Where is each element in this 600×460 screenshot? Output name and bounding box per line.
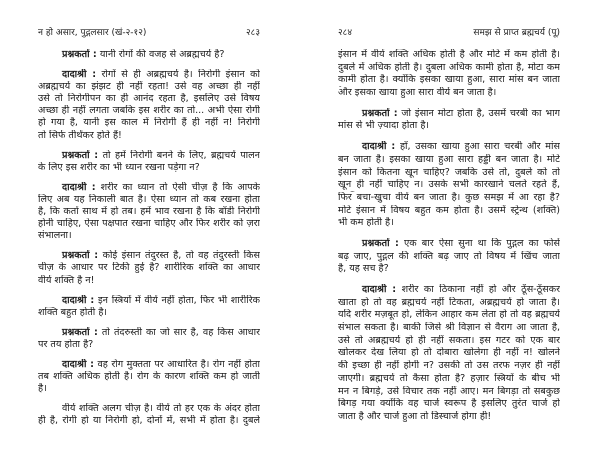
paragraph — [338, 238, 560, 276]
text-line — [338, 360, 560, 373]
text-line — [338, 373, 560, 386]
text-line — [38, 371, 260, 383]
line-text: होनी चाहिए, ऐसा पक्षपात रखना चाहिए और फिर शरीर को ज़रा — [38, 218, 260, 230]
line-text: शक्ति बहुत होती है। — [38, 306, 108, 318]
line-text: संभाल सकता है। बाकी जिसे श्री विज्ञान से वैराग आ जाता है, — [338, 322, 560, 334]
speaker-label: प्रश्नकर्ता : — [362, 107, 398, 119]
paragraph — [38, 403, 260, 427]
line-text: वह रोग मुक्तता पर आधारित है। रोग नहीं होता — [97, 358, 260, 370]
text-line — [38, 105, 260, 117]
text-line — [38, 339, 260, 351]
line-text: ही है, रोगी हो या निरोगी हो, दोनों में, सभी में होता है। दुबले — [38, 415, 260, 427]
text-line — [338, 108, 560, 121]
line-text: मन न बिगड़े, उसे विचार तक नहीं आए। मन बिगड़ा तो सबकुछ — [338, 385, 560, 397]
text-line — [338, 251, 560, 264]
line-text: फिर बचा-खुचा वीर्य बन जाता है। कुछ समझ में आ रहा है? — [338, 191, 560, 203]
line-text: मोटे इंसान में विषय बहुत कम होता है। उसमें स्ट्रेन्थ (शक्ति) — [338, 204, 560, 216]
line-text: संभालना। — [38, 230, 72, 242]
line-text: भी कम होती है। — [338, 217, 394, 229]
text-line — [338, 154, 560, 167]
text-line — [338, 335, 560, 348]
line-text: मांस से भी ज़्यादा होता है। — [338, 120, 430, 132]
text-line — [338, 179, 560, 192]
paragraph — [38, 69, 260, 142]
line-text: जो इंसान मोटा होता है, उसमें चरबी का भाग — [401, 107, 560, 119]
page-header — [38, 27, 260, 40]
text-line — [338, 49, 560, 62]
text-line — [338, 62, 560, 75]
text-line — [338, 297, 560, 310]
text-line — [38, 194, 260, 206]
speaker-label: दादाश्री : — [62, 181, 96, 193]
text-line — [38, 150, 260, 162]
text-line — [38, 218, 260, 230]
speaker-label: प्रश्नकर्ता : — [62, 250, 99, 262]
line-text: शरीर का ठिकाना नहीं हो और ठूँस-ठूँसकर — [401, 284, 560, 295]
line-text: इन स्त्रियों में वीर्य नहीं होता, फिर भी शारीरिक — [97, 294, 260, 306]
text-line — [38, 307, 260, 319]
line-text: जाएगी। ब्रह्मचर्य तो कैसा होता है? हज़ार स्त्रियों के बीच भी — [338, 372, 560, 384]
paragraph — [338, 108, 560, 133]
line-text: अच्छा ही नहीं लगता जबकि इस शरीर का तो... अभी ऐसा रोगी — [38, 105, 260, 117]
line-text: के लिए इस शरीर का भी ध्यान रखना पड़ेगा न? — [38, 161, 200, 173]
page-body — [338, 49, 560, 432]
line-text: उसे तो अब्रह्मचर्य हो ही नहीं सकता। इस गटर को एक बार — [338, 334, 560, 346]
page-header — [338, 27, 560, 40]
speaker-label: दादाश्री : — [362, 141, 396, 153]
line-text: रोगों से ही अब्रह्मचर्य है। निरोगी इंसान को — [101, 69, 260, 81]
text-line — [338, 322, 560, 335]
line-text: इंसान को कितना खून चाहिए? जबकि उसे तो, दुबले को तो — [338, 166, 560, 178]
paragraph — [38, 150, 260, 174]
page-number: २८३ — [245, 28, 260, 38]
line-text: एक बार ऐसा सुना था कि पुद्गल का फोर्स — [403, 237, 560, 249]
line-text: लिए अब यह निकाली बात है। ऐसा ध्यान तो कब रखना होता — [38, 193, 260, 205]
text-line — [38, 415, 260, 427]
text-line — [338, 205, 560, 218]
paragraph — [38, 359, 260, 395]
text-line — [38, 49, 260, 61]
speaker-label: दादाश्री : — [62, 294, 95, 306]
line-text: हाँ, उसका खाया हुआ सारा चरबी और मांस — [399, 141, 560, 153]
line-text: कामी होता है। क्योंकि इसका खाया हुआ, सारा मांस बन जाता — [338, 74, 560, 86]
text-line — [38, 81, 260, 93]
line-text: है, कि कर्ता साथ में हो तब। हमें भाव रखना है कि बॉडी निरोगी — [38, 206, 260, 218]
text-line — [38, 359, 260, 371]
text-line — [338, 74, 560, 87]
line-text: खून ही नहीं चाहिए न। उसके सभी कारखाने चलते रहते हैं, — [338, 179, 560, 191]
text-line — [338, 238, 560, 251]
text-line — [338, 347, 560, 360]
line-text: पर तय होता है? — [38, 338, 94, 350]
speaker-label: प्रश्नकर्ता : — [62, 49, 97, 60]
paragraph — [38, 327, 260, 351]
text-line — [38, 403, 260, 415]
text-line — [38, 162, 260, 174]
paragraph — [38, 295, 260, 319]
text-line — [338, 192, 560, 205]
text-line — [38, 383, 260, 395]
line-text: तो सिर्फ तीर्थंकर होते हैं! — [38, 129, 122, 141]
line-text: हो गया है, यानी इस काल में निरोगी हैं ही नहीं न! निरोगी — [38, 117, 260, 129]
line-text: चीज़ के आधार पर टिकी हुई है? शारीरिक शक्ति का आधार — [38, 262, 260, 274]
line-text: यदि शरीर मज़बूत हो, लेकिन आहार कम लेता हो तो वह ब्रह्मचर्य — [338, 309, 560, 321]
paragraph — [338, 49, 560, 100]
text-line — [338, 263, 560, 276]
text-line — [338, 87, 560, 100]
speaker-label: प्रश्नकर्ता : — [62, 149, 99, 161]
text-line — [38, 230, 260, 242]
speaker-label: दादाश्री : — [362, 284, 397, 295]
line-text: तो तंदरुस्ती का जो सार है, वह किस आधार — [101, 326, 260, 338]
running-title: समझ से प्राप्त ब्रह्मचर्य (पू) — [473, 28, 560, 38]
text-line — [338, 398, 560, 411]
text-line — [338, 120, 560, 133]
line-text: खाता हो तो वह ब्रह्मचर्य नहीं टिकता, अब्रह्मचर्य हो जाता है। — [338, 296, 560, 308]
line-text: बढ़ जाए, पुद्गल की शक्ति बढ़ जाए तो विषय में खिंच जाता — [338, 250, 560, 262]
line-text: की इच्छा ही नहीं होगी न? उसकी तो उस तरफ नज़र ही नहीं — [338, 360, 560, 372]
text-line — [338, 386, 560, 399]
text-line — [338, 309, 560, 322]
speaker-label: दादाश्री : — [62, 69, 97, 81]
line-text: कोई इंसान तंदुरस्त है, तो वह तंदुरस्ती किस — [102, 250, 260, 262]
line-text: बिगड़ गया क्योंकि वह चार्ज स्वरूप है इसलिए तुरंत चार्ज हो — [338, 398, 560, 410]
line-text: और इसका खाया हुआ सारा वीर्य बन जाता है। — [338, 87, 497, 99]
running-title: न हो असार, पुद्गलसार (खं-२-१२) — [38, 28, 147, 38]
page-number: २८४ — [338, 28, 353, 38]
line-text: है, यह सच है? — [338, 263, 389, 275]
text-line — [38, 206, 260, 218]
speaker-label: प्रश्नकर्ता : — [62, 326, 98, 338]
line-text: खोलकर देख लिया हो तो दोबारा खोलेगा ही नहीं न! खोलने — [338, 347, 560, 359]
paragraph — [38, 182, 260, 242]
speaker-label: दादाश्री : — [62, 358, 95, 370]
text-line — [338, 284, 560, 297]
paragraph — [338, 141, 560, 230]
text-line — [38, 295, 260, 307]
line-text: इंसान में वीर्य शक्ति अधिक होती है और मोटे में कम होती है। — [338, 49, 560, 60]
line-text: तब शक्ति अधिक होती है। रोग के कारण शक्ति कम हो जाती — [38, 371, 260, 383]
text-line — [38, 130, 260, 142]
line-text: तो हमें निरोगी बनने के लिए, ब्रह्मचर्य पालन — [102, 149, 260, 161]
line-text: वीर्य शक्ति है न! — [38, 274, 95, 286]
text-line — [338, 141, 560, 154]
paragraph — [38, 250, 260, 286]
page-body — [38, 49, 260, 435]
line-text: यानी रोगों की वजह से अब्रह्मचर्य है? — [99, 49, 225, 60]
paragraph — [38, 49, 260, 61]
line-text: उसे तो निरोगीपन का ही आनंद रहता है, इसलिए उसे विषय — [38, 93, 260, 105]
line-text: बन जाता है। इसका खाया हुआ सारा हड्डी बन जाता है। मोटे — [338, 153, 560, 165]
text-line — [38, 262, 260, 274]
text-line — [38, 250, 260, 262]
speaker-label: प्रश्नकर्ता : — [362, 237, 399, 249]
text-line — [38, 117, 260, 129]
text-line — [338, 411, 560, 424]
paragraph — [338, 284, 560, 424]
line-text: जाता है और चार्ज हुआ तो डिस्चार्ज होगा ही! — [338, 410, 492, 422]
text-line — [338, 167, 560, 180]
line-text: है। — [38, 383, 47, 395]
line-text: अब्रह्मचर्य का झंझट ही नहीं रहता! उसे वह अच्छा ही नहीं — [38, 81, 260, 93]
text-line — [338, 217, 560, 230]
line-text: दुबले में अधिक होती है। दुबला अधिक कामी होता है, मोटा कम — [338, 61, 560, 73]
text-line — [38, 182, 260, 194]
text-line — [38, 275, 260, 287]
line-text: शरीर का ध्यान तो ऐसी चीज़ है कि आपके — [100, 181, 260, 193]
text-line — [38, 327, 260, 339]
line-text: वीर्य शक्ति अलग चीज़ है। वीर्य तो हर एक के अंदर होता — [62, 403, 260, 415]
text-line — [38, 69, 260, 81]
text-line — [38, 93, 260, 105]
